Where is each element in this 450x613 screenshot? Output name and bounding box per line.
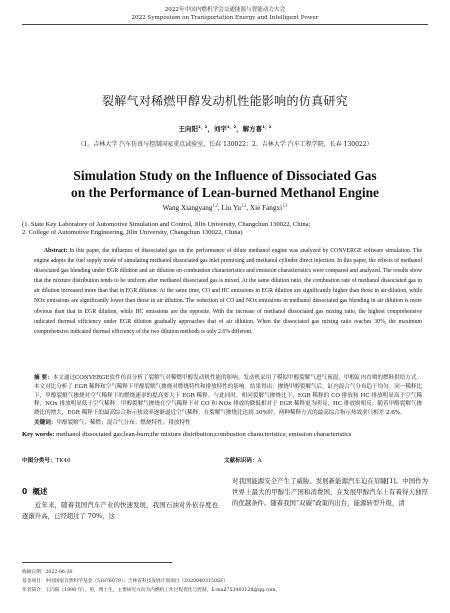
conference-header bbox=[0, 6, 450, 22]
author-name: Liu Yu bbox=[221, 204, 241, 212]
classification-row bbox=[22, 456, 428, 464]
body-paragraph: 近年来，随着我国汽车产业的快速发展，我国石油对外依存度也逐渐升高，已经超过了 70%，这 bbox=[22, 501, 218, 521]
keywords-label: Key words: bbox=[22, 431, 55, 438]
author-name: 刘宇 bbox=[213, 125, 227, 133]
abstract-label: 摘 要： bbox=[34, 375, 53, 381]
author-affil-mark: 1，2 bbox=[226, 123, 237, 129]
conference-name-cn: 2022年中国内燃机学会交通能源与智能动力大会 bbox=[164, 7, 286, 13]
chinese-keywords bbox=[34, 418, 422, 426]
body-paragraph: 对我国能源安全产生了威胁。发展新能源汽车迫在眉睫[1]。中国作为世界上最大的甲醇生产国和消费国，在发展甲醇汽车上有着得天独厚的优越条件。随着我国“双碳”政策的出台，能源转型升级，清 bbox=[232, 477, 428, 508]
section-number: 0 bbox=[22, 487, 28, 496]
author-name: 解方喜 bbox=[242, 125, 263, 133]
english-authors: Wang Xiangyang$^{1,2}$, Liu Yu$^{1,2}$, Xie Fangxi$^{1,2}$ bbox=[162, 202, 288, 212]
abstract-label: Abstract: bbox=[44, 248, 68, 254]
section-title: 概述 bbox=[32, 487, 48, 496]
header-divider bbox=[22, 24, 428, 25]
author-affil-mark: 1,2 bbox=[282, 202, 288, 208]
footnote-divider bbox=[22, 562, 172, 563]
conference-name-en: 2022 Symposium on Transportation Energy and Intelligent Power bbox=[131, 15, 319, 21]
footnotes bbox=[22, 568, 432, 595]
author-affil-mark: 1,2 bbox=[212, 202, 218, 208]
author-affil-mark: 1，2 bbox=[262, 123, 272, 129]
footnote-author: 作者简介：王向阳（1998 年），男，博士生，主要研究方向为内燃机工作过程优化与控制，E-mail753403128@qq.com。 bbox=[22, 588, 281, 593]
english-title bbox=[0, 167, 450, 201]
chinese-title: 裂解气对稀燃甲醇发动机性能影响的仿真研究 bbox=[101, 94, 348, 108]
abstract-text: 本文通过CONVERGE软件仿真分析了裂解气对稀燃甲醇发动机性能的影响。发动机采用了模拟甲醇裂解气进气预混，甲醇缸内直喷的燃料供给方式。本文对比分析了 EGR 稀释和空气稀释下甲醇裂解气掺烧对燃烧特性和排放特性的影响。结果得出：掺烧甲醇裂解气后，缸内混合气分布趋于均匀。同一稀释比下，甲醇裂解气掺烧对空气稀释下的燃烧速率的提高要大于 EGR 稀释。与此同时，相同裂解气掺烧比下，EGR 稀释的 CO 排放和 HC 排放明显高于空气稀释，NOx 排放明显低于空气稀释。甲醇裂解气掺烧在空气稀释下对 CO 和 NOx 排放的降低相对于 EGR 稀释更为明显，HC 排放则相反。随着甲醇裂解气掺烧比的增大，EGR 稀释下的最高综合指示热效率逐渐逼近空气稀释，在裂解气掺烧比达到 30%时，两种稀释方式的最高综合指示热效率只相差 2.6%。 bbox=[34, 375, 422, 417]
english-title-line: Simulation Study on the Influence of Dissociated Gas bbox=[73, 168, 377, 183]
english-abstract bbox=[34, 246, 422, 337]
abstract-text: In this paper, the influence of dissociated gas on the performance of dilute methanol engine was analyzed by CONVERGE software simulation. The engine adopts the fuel supply mode of simulating methanol dissociated gas inlet premixing and methanol cylinder direct injection. In this paper, the effects of methanol dissociated gas blending under EGR dilution and air dilution on combustion characteristics and emission characteristics were compared and analyzed. The results show that the mixture distribution tends to be uniform after methanol dissociated gas is mixed. At the same dilution ratio, the combustion rate of methanol dissociated gas in air dilution increased more than that in EGR dilution. At the same time, CO and HC emissions in EGR dilution are significantly higher than those in air dilution, while NOx emissions are significantly lower than those in air dilution. The reduction of CO and NOx emissions in methanol dissociated gas blending in air dilution is more obvious than that in EGR dilution, while HC emissions are the opposite. With the increase of methanol dissociated gas mixing ratio, the highest comprehensive indicated thermal efficiency under EGR dilution gradually approaches that of air dilution. When the dissociated gas mixing ratio reaches 30%, the maximum comprehensive indicated thermal efficiency of the two dilution methods is only 2.6% different. bbox=[34, 248, 422, 335]
keywords-label: 关键词： bbox=[34, 420, 57, 426]
chinese-abstract bbox=[34, 374, 422, 418]
keywords-text: methanol dissociated gas;lean-burn;the mixture distribution;combustion characteristics; emission characteristics bbox=[56, 431, 352, 438]
chinese-affiliation: （1．吉林大学 汽车仿真与控制国家重点试验室，长春 130022；2．吉林大学 汽车工程学院，长春 130022） bbox=[77, 141, 373, 148]
author-name: Wang Xiangyang bbox=[162, 204, 213, 212]
footnote-received: 收稿日期：2022-06-30 bbox=[22, 570, 73, 575]
section-heading bbox=[22, 486, 47, 497]
english-keywords bbox=[22, 431, 428, 439]
keywords-text: 甲醇裂解气；稀燃；混合气分布；燃烧特性；排放特性 bbox=[56, 420, 191, 426]
author-affil-mark: 1，2 bbox=[198, 123, 208, 129]
english-affiliation: (1. State Key Laboratory of Automotive Simulation and Control, Jilin University, Changchun 130022, China; 2. College of Automotive Engineering, Jilin University, Changchun 130022, China) bbox=[22, 221, 311, 237]
chinese-authors: 王向阳$^{1,2}$，刘宇$^{1,2}$，解方喜$^{1,2}$ bbox=[178, 123, 272, 133]
footnote-fund: 基金项目：中国国家自然科学基金（51876079）；吉林省科技发展计划项目（20200403150SF） bbox=[22, 579, 229, 584]
body-column-right bbox=[232, 476, 428, 509]
document-code: 文献标识码：A bbox=[224, 458, 262, 464]
author-affil-mark: 1,2 bbox=[240, 202, 247, 208]
english-title-line: on the Performance of Lean-burned Methanol Engine bbox=[71, 185, 379, 200]
clc-code: 中图分类号：TK46 bbox=[22, 458, 71, 464]
author-name: Xie Fangxi bbox=[249, 204, 283, 212]
author-name: 王向阳 bbox=[178, 125, 199, 133]
body-column-left bbox=[22, 500, 218, 522]
